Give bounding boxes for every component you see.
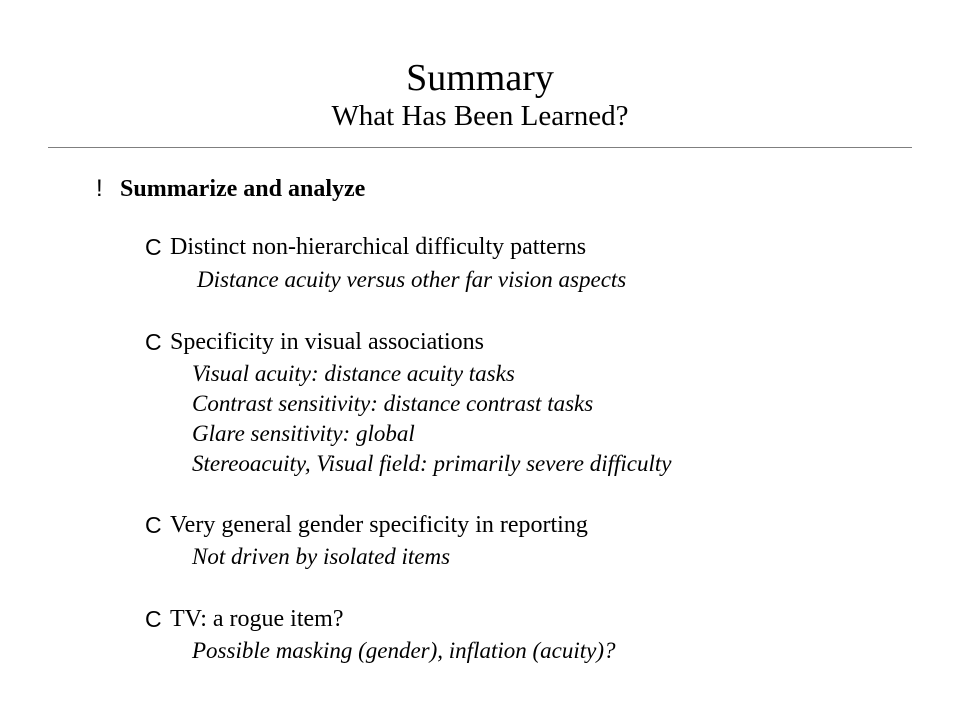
sub-bullet-detail: Distance acuity versus other far vision aspects — [197, 267, 627, 292]
sub-bullet-detail: Stereoacuity, Visual field: primarily severe difficulty — [192, 451, 672, 476]
main-bullet-text: Summarize and analyze — [120, 176, 366, 202]
main-bullet-icon: ! — [96, 175, 103, 202]
sub-bullet-detail: Visual acuity: distance acuity tasks — [192, 361, 515, 386]
sub-bullet-icon: C — [145, 512, 162, 538]
title-divider — [48, 147, 912, 148]
sub-bullet-heading: Distinct non-hierarchical difficulty patterns — [170, 234, 587, 260]
sub-bullet-detail: Glare sensitivity: global — [192, 421, 415, 446]
sub-bullet-icon: C — [145, 606, 162, 632]
sub-bullet-heading: Specificity in visual associations — [170, 329, 484, 355]
sub-bullet-detail: Possible masking (gender), inflation (acuity)? — [192, 638, 616, 663]
sub-bullet-icon: C — [145, 329, 162, 355]
sub-bullet-heading: Very general gender specificity in reporting — [170, 512, 588, 538]
sub-bullet-detail: Not driven by isolated items — [192, 544, 451, 569]
slide-title: Summary — [406, 57, 554, 99]
slide-subtitle: What Has Been Learned? — [331, 100, 629, 132]
sub-bullet-icon: C — [145, 234, 162, 260]
sub-bullet-heading: TV: a rogue item? — [170, 606, 344, 632]
sub-bullet-detail: Contrast sensitivity: distance contrast tasks — [192, 391, 594, 416]
